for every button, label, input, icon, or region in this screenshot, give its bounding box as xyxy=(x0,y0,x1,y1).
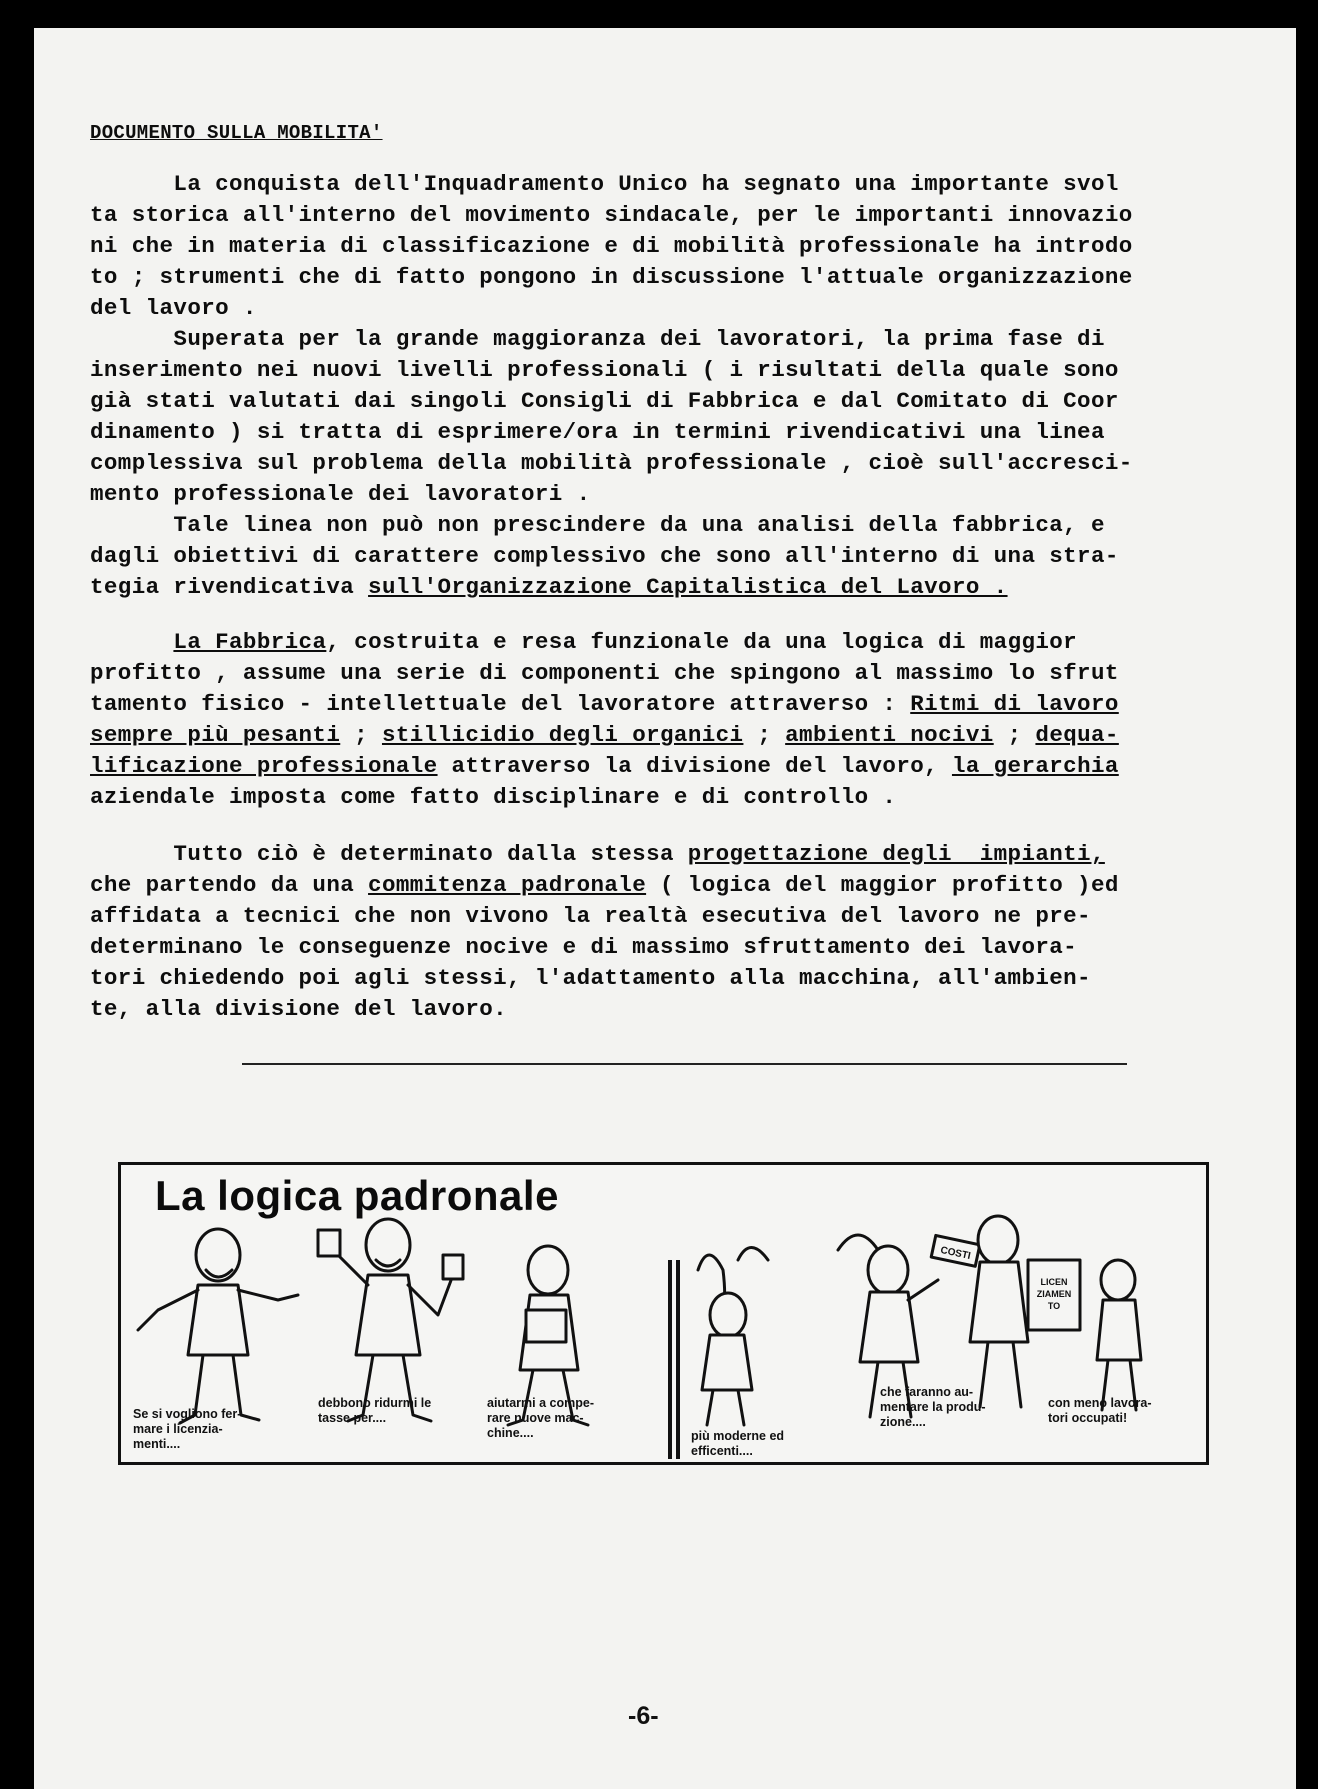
cartoon-caption: più moderne ed efficenti.... xyxy=(691,1429,785,1458)
text-line: del lavoro . xyxy=(90,295,257,321)
dismissal-sign-label: LICEN ZIAMEN TO xyxy=(1036,1277,1072,1311)
text-run: attraverso la divisione del lavoro, xyxy=(437,753,952,779)
paragraph-3 xyxy=(90,510,1240,603)
text-line: aziendale imposta come fatto disciplinare e di controllo . xyxy=(90,784,897,810)
paragraph-4 xyxy=(90,627,1240,813)
text-line xyxy=(90,572,1240,603)
underlined-phrase: sull'Organizzazione Capitalistica del Lavoro . xyxy=(368,574,1008,600)
text-line: affidata a tecnici che non vivono la realtà esecutiva del lavoro ne pre- xyxy=(90,903,1091,929)
underlined-phrase: ambienti nocivi xyxy=(785,722,994,748)
text-line: tori chiedendo poi agli stessi, l'adattamento alla macchina, all'ambien- xyxy=(90,965,1091,991)
underlined-phrase: lificazione professionale xyxy=(90,753,438,779)
underlined-phrase: progettazione degli impianti, xyxy=(687,841,1105,867)
page-number: -6- xyxy=(628,1702,659,1730)
text-line: te, alla divisione del lavoro. xyxy=(90,996,508,1022)
text-line: to ; strumenti che di fatto pongono in discussione l'attuale organizzazione xyxy=(90,264,1133,290)
text-line xyxy=(90,839,1240,870)
text-line xyxy=(90,689,1240,720)
text-line: Tale linea non può non prescindere da una analisi della fabbrica, e xyxy=(90,512,1105,538)
boss-figure-icon xyxy=(970,1216,1028,1407)
text-line: inserimento nei nuovi livelli professionali ( i risultati della quale sono xyxy=(90,357,1119,383)
text-line xyxy=(90,720,1240,751)
text-run: ; xyxy=(743,722,786,748)
text-line: La conquista dell'Inquadramento Unico ha segnato una importante svol xyxy=(90,171,1119,197)
boss-figure-icon xyxy=(318,1219,463,1421)
binder-hole xyxy=(0,958,14,1028)
underlined-phrase: Ritmi di lavoro xyxy=(910,691,1119,717)
cartoon-caption: debbono ridurmi le tasse per.... xyxy=(318,1396,432,1425)
cartoon-caption: con meno lavora- tori occupati! xyxy=(1048,1396,1152,1425)
text-run: che partendo da una xyxy=(90,872,369,898)
text-line xyxy=(90,751,1240,782)
document-heading: DOCUMENTO SULLA MOBILITA' xyxy=(90,122,383,144)
text-line: dinamento ) si tratta di esprimere/ora in termini rivendicativi una linea xyxy=(90,419,1105,445)
text-line: Superata per la grande maggioranza dei lavoratori, la prima fase di xyxy=(90,326,1105,352)
text-run: ( logica del maggior profitto )ed xyxy=(646,872,1119,898)
text-line xyxy=(90,870,1240,901)
text-line: dagli obiettivi di carattere complessivo che sono all'interno di una stra- xyxy=(90,543,1119,569)
text-run: ; xyxy=(340,722,382,748)
separator-rule xyxy=(242,1063,1127,1065)
paragraph-5 xyxy=(90,839,1240,1025)
text-run: ; xyxy=(993,722,1036,748)
boss-figure-icon xyxy=(138,1229,298,1423)
cartoon-caption: Se si vogliono fer- mare i licenzia- menti.... xyxy=(133,1407,242,1451)
text-run: tamento fisico - intellettuale del lavoratore attraverso : xyxy=(90,691,911,717)
underlined-phrase: sempre più pesanti xyxy=(90,722,341,748)
cartoon-caption: aiutarmi a compe- rare nuove mac- chine.... xyxy=(487,1396,594,1440)
costs-sign-label: COSTI xyxy=(939,1244,972,1263)
cartoon-figures xyxy=(118,1160,1203,1460)
text-line: ni che in materia di classificazione e di mobilità professionale ha introdo xyxy=(90,233,1133,259)
underlined-phrase: La Fabbrica xyxy=(173,629,327,655)
text-line: già stati valutati dai singoli Consigli di Fabbrica e dal Comitato di Coor xyxy=(90,388,1119,414)
paragraph-1 xyxy=(90,169,1240,324)
text-line: mento professionale dei lavoratori . xyxy=(90,481,591,507)
cartoon-caption: che faranno au- mentare la produ- zione.... xyxy=(880,1385,986,1429)
underlined-phrase: commitenza padronale xyxy=(368,872,647,898)
text-run: , costruita e resa funzionale da una logica di maggior xyxy=(326,629,1078,655)
text-line xyxy=(90,627,1240,658)
text-line: complessiva sul problema della mobilità professionale , cioè sull'accresci- xyxy=(90,450,1133,476)
text-run: tegia rivendicativa xyxy=(90,574,369,600)
underlined-phrase: stillicidio degli organici xyxy=(381,722,744,748)
cartoon-title: La logica padronale xyxy=(155,1172,559,1219)
text-line: ta storica all'interno del movimento sindacale, per le importanti innovazio xyxy=(90,202,1133,228)
worker-figure-icon xyxy=(1097,1260,1141,1410)
text-line: profitto , assume una serie di componenti che spingono al massimo lo sfrut xyxy=(90,660,1119,686)
boss-figure-icon xyxy=(702,1293,752,1425)
underlined-phrase: la gerarchia xyxy=(951,753,1119,779)
text-line: determinano le conseguenze nocive e di massimo sfruttamento dei lavora- xyxy=(90,934,1078,960)
document-body xyxy=(90,118,1240,1025)
text-run: Tutto ciò è determinato dalla stessa xyxy=(90,841,688,867)
underlined-phrase: dequa- xyxy=(1035,722,1119,748)
paragraph-2 xyxy=(90,324,1240,510)
